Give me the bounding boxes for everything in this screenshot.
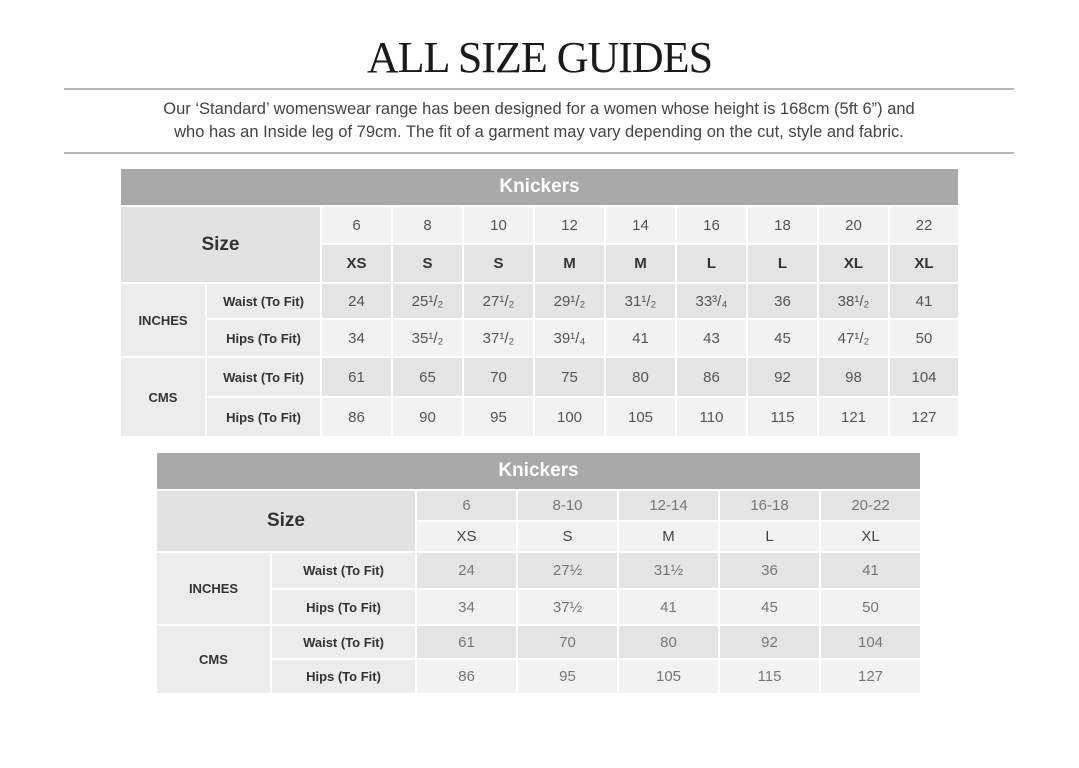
size-code-cell: L — [720, 522, 821, 553]
inches-waist-cell: 25¹/₂ — [393, 284, 464, 320]
intro-line: Our ‘Standard’ womenswear range has been designed for a women whose height is 168cm (5ft 6”) and — [163, 100, 915, 118]
cms-hips-cell: 105 — [606, 398, 677, 438]
cms-waist-cell: 61 — [417, 626, 518, 660]
intro-text — [64, 98, 1014, 144]
page-title: ALL SIZE GUIDES — [366, 33, 713, 82]
inches-hips-cell: 45 — [720, 590, 821, 626]
size-label: Size — [157, 491, 417, 553]
table-title: Knickers — [157, 453, 920, 491]
size-code-cell: M — [535, 245, 606, 284]
size-number-cell: 12-14 — [619, 491, 720, 522]
inches-waist-cell: 27¹/₂ — [464, 284, 535, 320]
size-number-cell: 8 — [393, 207, 464, 245]
row-label-hips: Hips (To Fit) — [207, 320, 322, 358]
row-label-waist: Waist (To Fit) — [272, 553, 417, 590]
cms-hips-cell: 95 — [518, 660, 619, 695]
cms-hips-cell: 121 — [819, 398, 890, 438]
cms-waist-cell: 92 — [748, 358, 819, 398]
inches-waist-cell: 31½ — [619, 553, 720, 590]
inches-hips-cell: 47¹/₂ — [819, 320, 890, 358]
cms-hips-cell: 115 — [748, 398, 819, 438]
size-label: Size — [121, 207, 322, 284]
size-code-cell: XL — [819, 245, 890, 284]
inches-waist-cell: 41 — [821, 553, 920, 590]
cms-hips-cell: 95 — [464, 398, 535, 438]
size-number-cell: 6 — [417, 491, 518, 522]
size-code-cell: XS — [322, 245, 393, 284]
cms-hips-cell: 86 — [322, 398, 393, 438]
unit-label-inches: INCHES — [121, 284, 207, 358]
cms-waist-cell: 70 — [518, 626, 619, 660]
inches-waist-cell: 36 — [748, 284, 819, 320]
cms-hips-cell: 115 — [720, 660, 821, 695]
inches-waist-cell: 31¹/₂ — [606, 284, 677, 320]
bottom-divider — [64, 152, 1014, 154]
cms-waist-cell: 70 — [464, 358, 535, 398]
inches-hips-cell: 50 — [821, 590, 920, 626]
cms-waist-cell: 80 — [606, 358, 677, 398]
cms-hips-cell: 100 — [535, 398, 606, 438]
inches-waist-cell: 38¹/₂ — [819, 284, 890, 320]
inches-hips-cell: 35¹/₂ — [393, 320, 464, 358]
size-code-cell: S — [518, 522, 619, 553]
inches-waist-cell: 36 — [720, 553, 821, 590]
row-label-waist: Waist (To Fit) — [272, 626, 417, 660]
inches-hips-cell: 43 — [677, 320, 748, 358]
cms-waist-cell: 86 — [677, 358, 748, 398]
inches-hips-cell: 37½ — [518, 590, 619, 626]
row-label-waist: Waist (To Fit) — [207, 284, 322, 320]
table-title: Knickers — [121, 169, 958, 207]
row-label-hips: Hips (To Fit) — [272, 660, 417, 695]
size-code-cell: XL — [890, 245, 958, 284]
cms-hips-cell: 127 — [821, 660, 920, 695]
cms-waist-cell: 61 — [322, 358, 393, 398]
size-number-cell: 14 — [606, 207, 677, 245]
inches-hips-cell: 45 — [748, 320, 819, 358]
inches-hips-cell: 34 — [322, 320, 393, 358]
size-code-cell: L — [677, 245, 748, 284]
size-code-cell: L — [748, 245, 819, 284]
size-number-cell: 20-22 — [821, 491, 920, 522]
size-number-cell: 6 — [322, 207, 393, 245]
row-label-hips: Hips (To Fit) — [207, 398, 322, 438]
inches-hips-cell: 37¹/₂ — [464, 320, 535, 358]
cms-hips-cell: 105 — [619, 660, 720, 695]
size-code-cell: M — [606, 245, 677, 284]
intro-line: who has an Inside leg of 79cm. The fit of a garment may vary depending on the cut, style and fabric. — [174, 123, 904, 141]
unit-label-cms: CMS — [157, 626, 272, 695]
inches-hips-cell: 34 — [417, 590, 518, 626]
inches-waist-cell: 33³/₄ — [677, 284, 748, 320]
size-code-cell: M — [619, 522, 720, 553]
unit-label-cms: CMS — [121, 358, 207, 438]
size-number-cell: 20 — [819, 207, 890, 245]
cms-waist-cell: 80 — [619, 626, 720, 660]
knickers-size-table-grouped — [157, 453, 920, 695]
inches-waist-cell: 24 — [322, 284, 393, 320]
inches-hips-cell: 39¹/₄ — [535, 320, 606, 358]
size-number-cell: 8-10 — [518, 491, 619, 522]
inches-hips-cell: 41 — [619, 590, 720, 626]
size-number-cell: 18 — [748, 207, 819, 245]
cms-hips-cell: 90 — [393, 398, 464, 438]
inches-waist-cell: 27½ — [518, 553, 619, 590]
cms-hips-cell: 86 — [417, 660, 518, 695]
cms-waist-cell: 92 — [720, 626, 821, 660]
size-number-cell: 10 — [464, 207, 535, 245]
cms-waist-cell: 104 — [821, 626, 920, 660]
inches-waist-cell: 29¹/₂ — [535, 284, 606, 320]
row-label-waist: Waist (To Fit) — [207, 358, 322, 398]
size-number-cell: 12 — [535, 207, 606, 245]
size-code-cell: XS — [417, 522, 518, 553]
cms-waist-cell: 65 — [393, 358, 464, 398]
cms-waist-cell: 98 — [819, 358, 890, 398]
size-number-cell: 16 — [677, 207, 748, 245]
size-code-cell: XL — [821, 522, 920, 553]
size-number-cell: 22 — [890, 207, 958, 245]
size-number-cell: 16-18 — [720, 491, 821, 522]
cms-hips-cell: 110 — [677, 398, 748, 438]
unit-label-inches: INCHES — [157, 553, 272, 626]
cms-waist-cell: 75 — [535, 358, 606, 398]
top-divider — [64, 88, 1014, 90]
inches-waist-cell: 41 — [890, 284, 958, 320]
inches-hips-cell: 50 — [890, 320, 958, 358]
size-code-cell: S — [464, 245, 535, 284]
cms-hips-cell: 127 — [890, 398, 958, 438]
knickers-size-table-full — [121, 169, 958, 438]
inches-hips-cell: 41 — [606, 320, 677, 358]
row-label-hips: Hips (To Fit) — [272, 590, 417, 626]
size-code-cell: S — [393, 245, 464, 284]
inches-waist-cell: 24 — [417, 553, 518, 590]
cms-waist-cell: 104 — [890, 358, 958, 398]
